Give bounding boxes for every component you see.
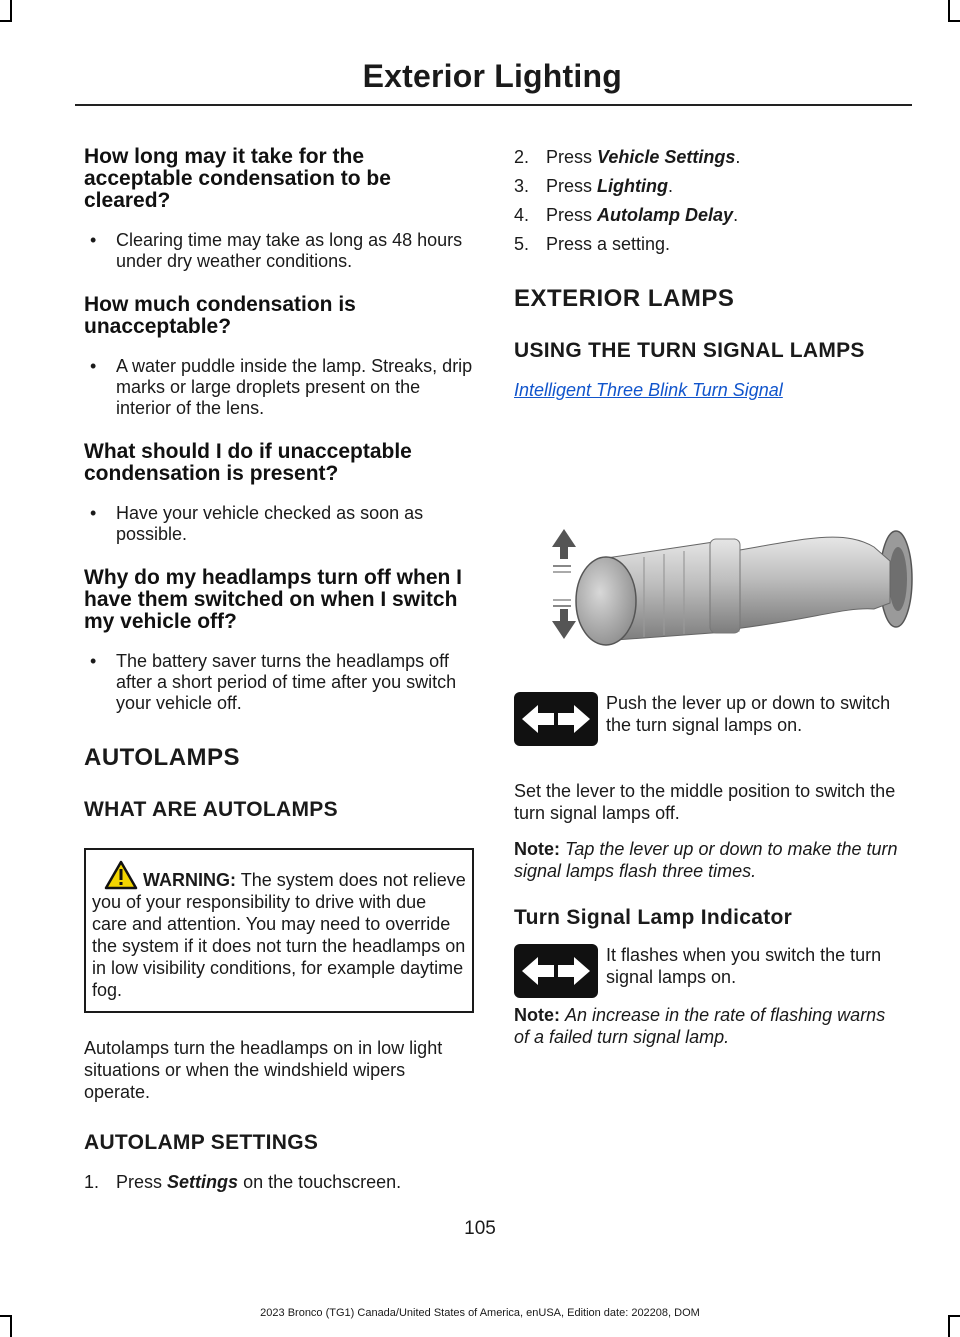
step-emphasis: Autolamp Delay	[597, 205, 734, 225]
step-emphasis: Vehicle Settings	[597, 147, 736, 167]
step-text: Press	[546, 147, 593, 167]
crop-mark	[0, 20, 12, 22]
subsection-heading-what-are-autolamps: WHAT ARE AUTOLAMPS	[84, 798, 338, 821]
note-text: Tap the lever up or down to make the turn signal lamps flash three times.	[514, 839, 898, 881]
step-item	[514, 233, 904, 255]
page-title: Exterior Lighting	[362, 58, 622, 94]
down-arrow-icon	[552, 599, 576, 639]
warning-text: The system does not relieve you of your responsibility to drive with due care and attention. You may need to override the system if it does not turn the headlamps on in low visibility conditions, for example daytime fog.	[92, 870, 466, 1000]
turn-signal-arrows-icon	[514, 692, 598, 746]
warning-box	[84, 848, 474, 1013]
step-text: .	[668, 176, 674, 196]
step-emphasis: Lighting	[597, 176, 669, 196]
note-paragraph	[514, 1004, 904, 1048]
step-text: .	[735, 147, 741, 167]
step-item	[514, 175, 904, 197]
page-number: 105	[464, 1218, 496, 1239]
note-label: Note:	[514, 1005, 560, 1025]
bullet-item: • A water puddle inside the lamp. Streaks, drip marks or large droplets present on the interior of the lens.	[84, 356, 474, 419]
turn-signal-lever-illustration	[524, 499, 920, 669]
step-number: 3.	[514, 176, 530, 196]
left-column	[84, 146, 474, 1200]
step-text: .	[733, 205, 739, 225]
header-divider	[75, 104, 912, 106]
question-heading: How much condensation is unacceptable?	[84, 293, 356, 338]
right-column	[514, 146, 904, 1062]
subsection-heading-autolamp-settings: AUTOLAMP SETTINGS	[84, 1131, 319, 1154]
step-emphasis: Settings	[167, 1172, 239, 1192]
edition-footer: 2023 Bronco (TG1) Canada/United States of America, enUSA, Edition date: 202208, DOM	[260, 1307, 700, 1319]
question-heading: How long may it take for the acceptable condensation to be cleared?	[84, 145, 391, 212]
intelligent-three-blink-link[interactable]: Intelligent Three Blink Turn Signal	[514, 380, 783, 400]
turn-signal-icon-row	[514, 692, 904, 776]
indicator-description: It flashes when you switch the turn signal lamps on.	[606, 945, 882, 987]
step-item	[514, 146, 904, 168]
crop-mark	[948, 20, 960, 22]
bullet-item: • Clearing time may take as long as 48 hours under dry weather conditions.	[84, 230, 474, 272]
step-number: 4.	[514, 205, 530, 225]
step-text: on the touchscreen.	[243, 1172, 402, 1192]
step-item	[514, 204, 904, 226]
turn-signal-indicator-heading: Turn Signal Lamp Indicator	[514, 906, 793, 929]
bullet-item: • The battery saver turns the headlamps off after a short period of time after you switch your vehicle off.	[84, 651, 474, 714]
turn-signal-indicator-icon	[514, 944, 598, 998]
indicator-icon-row	[514, 944, 904, 1004]
middle-position-paragraph: Set the lever to the middle position to switch the turn signal lamps off.	[514, 781, 896, 823]
question-heading: What should I do if unacceptable condensation is present?	[84, 440, 412, 485]
warning-triangle-icon	[104, 860, 138, 890]
step-text: Press a setting.	[546, 234, 671, 254]
question-heading: Why do my headlamps turn off when I have them switched on when I switch my vehicle off?	[84, 566, 463, 633]
up-arrow-icon	[552, 529, 576, 573]
warning-label: WARNING:	[143, 870, 237, 890]
step-number: 5.	[514, 234, 530, 254]
note-label: Note:	[514, 839, 560, 859]
subsection-heading-turn-signal-lamps: USING THE TURN SIGNAL LAMPS	[514, 339, 865, 362]
section-heading-exterior-lamps: EXTERIOR LAMPS	[514, 285, 735, 312]
crop-mark	[948, 0, 950, 22]
step-text: Press	[546, 205, 593, 225]
section-heading-autolamps: AUTOLAMPS	[84, 744, 241, 771]
step-number: 2.	[514, 147, 530, 167]
crop-mark	[10, 0, 12, 22]
bullet-item: • Have your vehicle checked as soon as possible.	[84, 503, 474, 545]
autolamps-paragraph: Autolamps turn the headlamps on in low light situations or when the windshield wipers operate.	[84, 1038, 443, 1102]
step-text: Press	[546, 176, 593, 196]
step-number: 1.	[84, 1172, 100, 1192]
step-text: Press	[116, 1172, 163, 1192]
step-item	[84, 1171, 474, 1193]
note-text: An increase in the rate of flashing warns of a failed turn signal lamp.	[514, 1005, 886, 1047]
turn-signal-instruction: Push the lever up or down to switch the turn signal lamps on.	[606, 693, 891, 735]
note-paragraph	[514, 838, 904, 882]
